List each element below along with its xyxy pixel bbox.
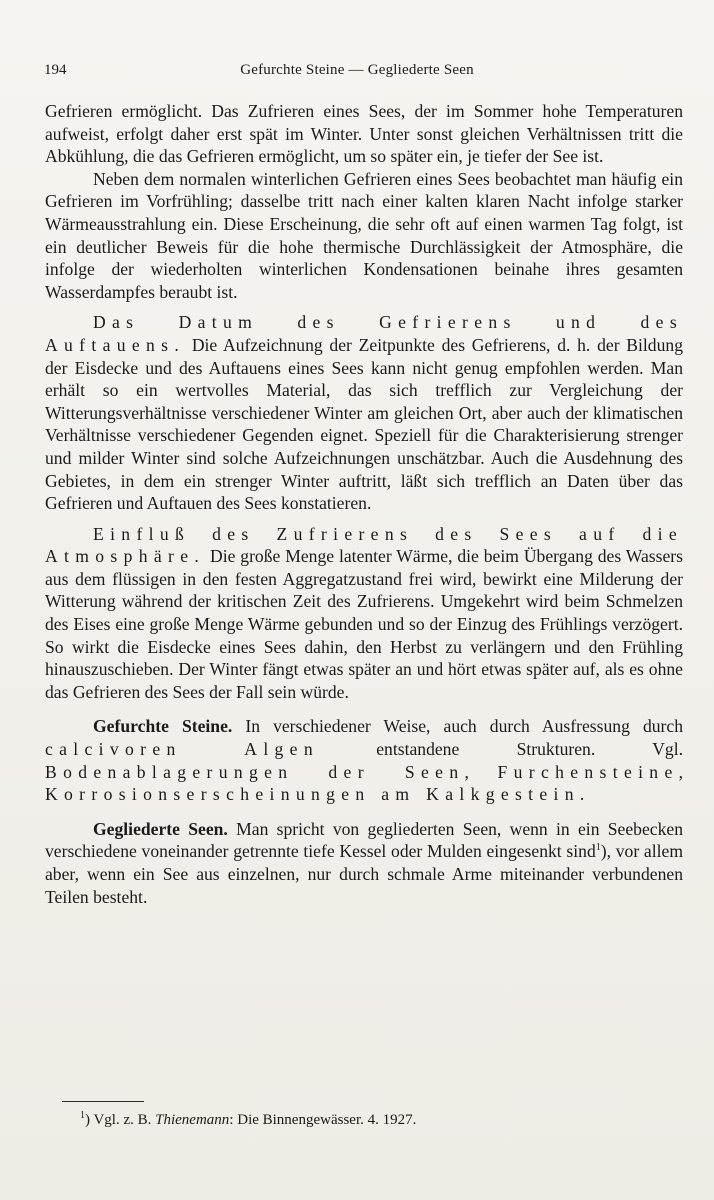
paragraph-freezing-continued: Gefrieren ermöglicht. Das Zufrieren eines Sees, der im Sommer hohe Temperaturen aufweist, erfolgt daher erst spät im Winter. Unter sonst gleichen Verhältnissen tritt die Abkühlung, die das Gefrieren ermöglicht, um so später ein, je tiefer der See ist. (45, 101, 683, 167)
page-header (40, 62, 674, 86)
footnote (80, 1110, 416, 1130)
paragraph-influence-text: Die große Menge latenter Wärme, die beim Übergang des Wassers aus dem flüssigen in den festen Aggregatzustand frei wird, bewirkt eine Milderung der Witterung während der kritischen Zeit des Zufrierens. Umgekehrt wird beim Schmelzen des Eises eine große Menge Wärme gebunden und so der Einzug des Frühlings verzögert. So wirkt die Eisdecke eines Sees dahin, den Herbst zu verlängern und den Frühling hinauszuschieben. Der Winter fängt etwas später an und hört etwas später auf, als es ohne das Gefrieren des Sees der Fall sein würde. (45, 546, 683, 702)
entry-term-gegliederte-seen: Gegliederte Seen. (93, 818, 228, 839)
footnote-author: Thienemann (155, 1112, 230, 1128)
entry-text: In verschiedener Weise, auch durch Ausfressung durch (232, 716, 684, 737)
footnote-text: ) Vgl. z. B. (85, 1112, 156, 1128)
cross-reference-furchensteine: Furchensteine (497, 761, 679, 782)
paragraph-influence-atmosphere (45, 523, 683, 704)
cross-reference-korrosion: Korrosionserscheinungen am Kalkgestein (45, 784, 580, 805)
paragraph-freezing-dates-text: Die Aufzeichnung der Zeitpunkte des Gefrierens, d. h. der Bildung der Eisdecke und des Auftauens eines Sees kann nicht genug empfohlen werden. Man erhält so ein wertvolles Material, das sich trefflich zur Vergleichung der Witterungsverhältnisse verschiedener Winter am gleichen Ort, aber auch der klimatischen Verhältnisse verschiedener Gegenden eignet. Speziell für die Charakterisierung strenger und milder Winter sind solche Aufzeichnungen unschätzbar. Auch die Ausdehnung des Gebietes, in dem ein strenger Winter auftritt, läßt sich trefflich an Daten über das Gefrieren und Auftauen des Sees konstatieren. (45, 334, 683, 514)
footnote-text: : Die Binnengewässer. 4. 1927. (229, 1112, 417, 1128)
page-body (45, 100, 683, 908)
term-calcivoren-algen: calcivoren Algen (45, 739, 319, 760)
paragraph-freezing-dates (45, 311, 683, 514)
punctuation: . (579, 784, 585, 805)
section-heading-freezing-dates: Das Datum des Gefrierens und des Auftauens. (45, 312, 683, 355)
paragraph-spring-freezing: Neben dem normalen winterlichen Gefrieren eines Sees beobachtet man häufig ein Gefrieren im Vorfrühling; dasselbe tritt nach einer kalten klaren Nacht infolge starker Wärmeausstrahlung ein. Diese Erscheinung, die sehr oft auf einen warmen Tag folgt, ist ein deutlicher Beweis für die hohe thermische Durchlässigkeit der Atmosphäre, die infolge der wiederholten winterlichen Kondensationen beinahe ihres gesamten Wasserdampfes beraubt ist. (45, 168, 683, 302)
running-title: Gefurchte Steine — Gegliederte Seen (240, 62, 474, 78)
footnote-mark: 1 (80, 1110, 85, 1121)
page-number: 194 (44, 62, 67, 78)
entry-text: ), vor allem aber, wenn ein See aus einzelnen, nur durch schmale Arme miteinander verbundenen Teilen besteht. (45, 841, 684, 907)
entry-term-gefurchte-steine: Gefurchte Steine. (93, 716, 233, 737)
entry-gefurchte-steine (45, 715, 683, 805)
cross-reference-bodenablagerungen: Bodenablagerungen der Seen (45, 761, 465, 782)
punctuation: , (464, 761, 498, 782)
entry-text: entstandene Strukturen. Vgl. (318, 739, 683, 760)
entry-gegliederte-seen (45, 818, 683, 908)
punctuation: , (678, 761, 683, 782)
entry-text: Man spricht von gegliederten Seen, wenn in ein Seebecken verschiedene voneinander getrennte tiefe Kessel oder Mulden eingesenkt sind (45, 818, 683, 862)
section-heading-influence: Einfluß des Zufrierens des Sees auf die Atmosphäre. (45, 523, 683, 567)
footnote-reference: 1 (595, 842, 601, 854)
footnote-divider (62, 1101, 144, 1102)
